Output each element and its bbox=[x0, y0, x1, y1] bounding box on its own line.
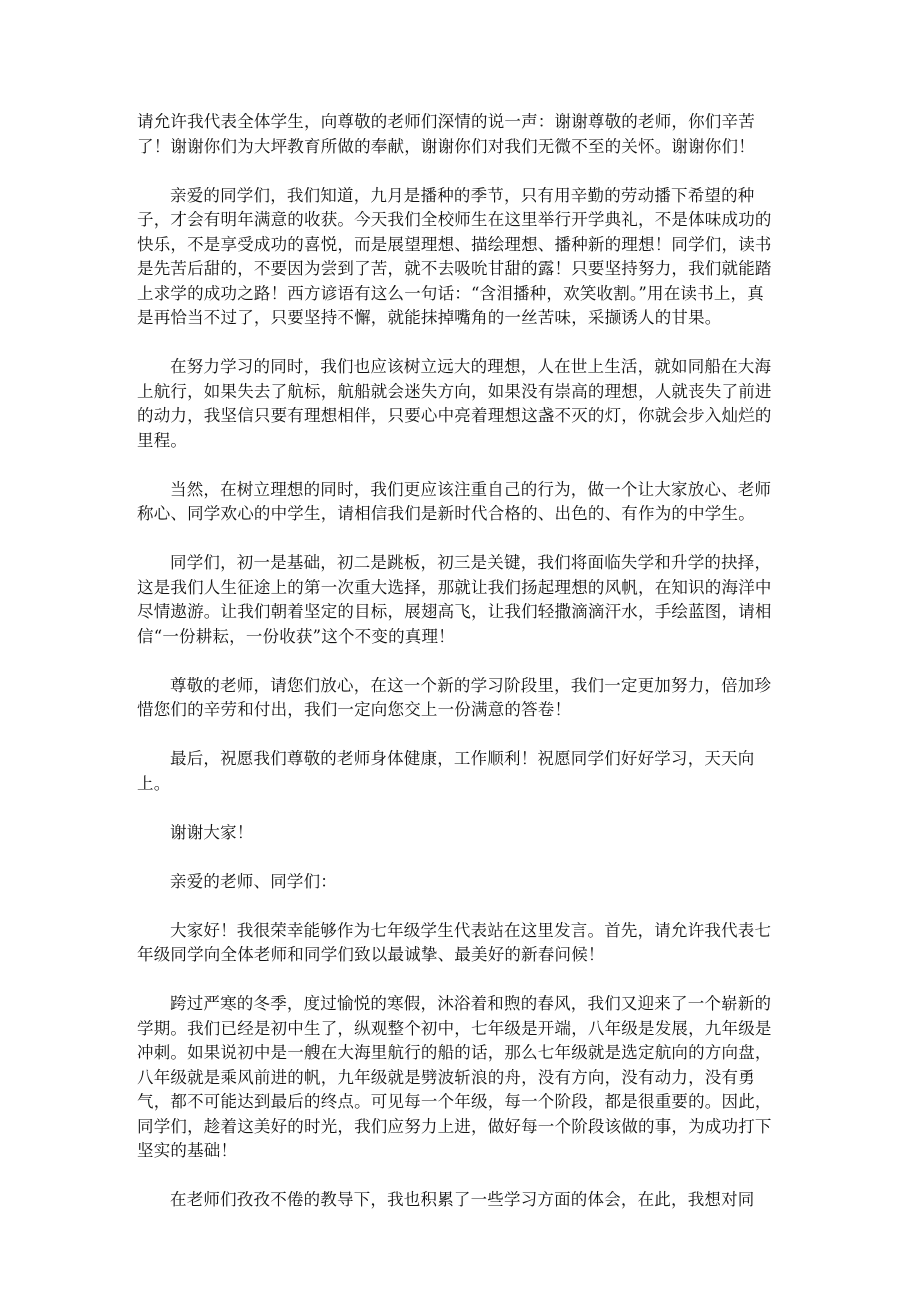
paragraph-sowing-season: 亲爱的同学们，我们知道，九月是播种的季节，只有用辛勤的劳动播下希望的种子，才会有明年满意的收获。今天我们全校师生在这里举行开学典礼，不是体味成功的快乐，不是享受成功的喜悦，而是展望理想、描绘理想、播种新的理想！同学们，读书是先苦后甜的，不要因为尝到了苦，就不去吸吮甘甜的露！只要坚持努力，我们就能踏上求学的成功之路！西方谚语有这么一句话：“含泪播种，欢笑收割。”用在读书上，真是再恰当不过了，只要坚持不懈，就能抹掉嘴角的一丝苦味，采撷诱人的甘果。 bbox=[137, 185, 772, 327]
paragraph-wishes: 最后，祝愿我们尊敬的老师身体健康，工作顺利！祝愿同学们好好学习，天天向上。 bbox=[137, 749, 755, 793]
paragraph-learning-experience: 在老师们孜孜不倦的教导下，我也积累了一些学习方面的体会，在此，我想对同 bbox=[170, 1190, 755, 1209]
paragraph-salutation: 亲爱的老师、同学们： bbox=[170, 871, 337, 891]
paragraph-greeting: 大家好！我很荣幸能够作为七年级学生代表站在这里发言。首先，请允许我代表七年级同学向全体老师和同学们致以最诚挚、最美好的新春问候！ bbox=[137, 920, 772, 964]
paragraph-thanks-teachers: 请允许我代表全体学生，向尊敬的老师们深情的说一声：谢谢尊敬的老师，你们辛苦了！谢谢你们为大坪教育所做的奉献，谢谢你们对我们无微不至的关怀。谢谢你们！ bbox=[137, 112, 755, 156]
paragraph-new-semester: 跨过严寒的冬季，度过愉悦的寒假，沐浴着和煦的春风，我们又迎来了一个崭新的学期。我们已经是初中生了，纵观整个初中，七年级是开端，八年级是发展，九年级是冲刺。如果说初中是一艘在大海里航行的船的话，那么七年级就是选定航向的方向盘，八年级就是乘风前进的帆，九年级就是劈波斩浪的舟，没有方向，没有动力，没有勇气，都不可能达到最后的终点。可见每一个年级，每一个阶段，都是很重要的。因此，同学们，趁着这美好的时光，我们应努力上进，做好每一个阶段该做的事，为成功打下坚实的基础！ bbox=[137, 994, 772, 1160]
paragraph-promise: 尊敬的老师，请您们放心，在这一个新的学习阶段里，我们一定更加努力，倍加珍惜您们的辛劳和付出，我们一定向您交上一份满意的答卷！ bbox=[137, 675, 772, 719]
paragraph-behavior: 当然，在树立理想的同时，我们更应该注重自己的行为，做一个让大家放心、老师称心、同学欢心的中学生，请相信我们是新时代合格的、出色的、有作为的中学生。 bbox=[137, 479, 772, 523]
paragraph-grades: 同学们，初一是基础，初二是跳板，初三是关键，我们将面临失学和升学的抉择，这是我们人生征途上的第一次重大选择，那就让我们扬起理想的风帆，在知识的海洋中尽情遨游。让我们朝着坚定的目标，展翅高飞，让我们轻撒滴滴汗水，手绘蓝图，请相信“一份耕耘，一份收获”这个不变的真理！ bbox=[137, 553, 772, 646]
paragraph-ideals: 在努力学习的同时，我们也应该树立远大的理想，人在世上生活，就如同船在大海上航行，如果失去了航标，航船就会迷失方向，如果没有崇高的理想，人就丧失了前进的动力，我坚信只要有理想相伴，只要心中亮着理想这盏不灭的灯，你就会步入灿烂的里程。 bbox=[137, 357, 772, 450]
document-body bbox=[137, 110, 777, 1237]
paragraph-thanks-all: 谢谢大家！ bbox=[170, 822, 254, 842]
